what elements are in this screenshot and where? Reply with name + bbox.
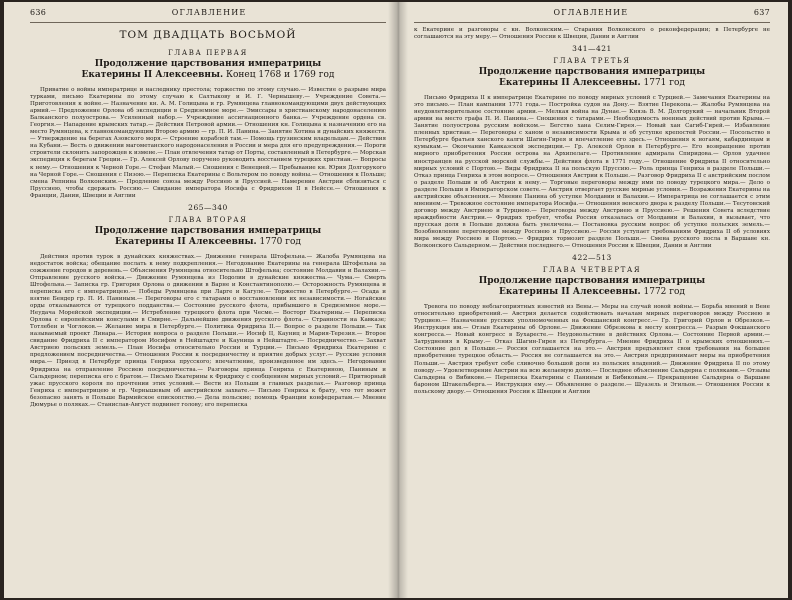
chapter-label: ГЛАВА ВТОРАЯ [168,215,248,224]
chapter-title-line2 [30,70,386,81]
chapter-title [414,67,770,89]
chapter-title-year: 1770 год [256,236,301,247]
chapter-title-bold: Екатерины II Алексеевны. [81,70,224,80]
chapter-title [30,226,386,248]
chapter-title-line2 [414,287,770,298]
chapter-title [30,59,386,81]
chapter-title-bold: Екатерины II Алексеевны. [499,78,641,89]
running-head-title-right: ОГЛАВЛЕНИЕ [553,8,629,17]
chapter-summary: Приватие о войны императрице и наследнику престола; торжество по этому случаю.— Известие о разрыве мира турками, письмо Екатерины по этому случаю к Салтыкову и И. Г. Чернышеву.— Учреждение Совета.— Приготовления к войне.— Назначение кн. А. М. Голицына и гр. Румянцева главнокомандующими двух действующих армий.— Предложение Орлова об экспедиции в Средиземное море.— Эмиссары в христианскому народонаселению Балканского полуострова.— Усиленный набор.— Учреждение ассигнационного банка.— Учреждение ордена св. Георгия.— Нападение крымских татар.— Действия Петровой армии.— Отношения кн. Голицына к назначению его на место Румянцева, к главнокомандующим Второю армию — гр. П. И. Панина.— Занятие Хотина и дунайских княжеств.— Утверждение на берегах Азовского моря.— Строение кораблей там.— Помощь грузинским владельцам.— Действия на Кубани.— Весть о движении магометанского народонаселения в России и мера для его предупреждения.— Пороги строители склонить запорожцев к измене.— План отвлечения татар от Порты, составленный в Петербурге.— Морская экспедиция к берегам Греции.— Гр. Алексей Орлову поручено руководить восстанием турецких христиан.— Вопросы к нему.— Отношения к Черной Горе.— Стефан Малый.— Сношения с Венецией.— Пребывание кн. Юрия Долгорукого на Черной Горе.— Сношения с Пизою.— Переписка Екатерины с Вольтером по поводу войны.— Отношения к Польше; смена Репнина Волконским.— Продление союза между Россиею и Пруссией.— Намерение Австрии сблизиться с Пруссиею, чтобы сдержать Россию.— Свидание императора Иосифа с Фридрихом II в Нейссе.— Отношения к Франции, Дании, Швеции и Англии [30,87,386,199]
chapter-summary: Письмо Фридриха II к императрице Екатерине по поводу мирных условий с Турцией.— Замечания Екатерины на это письмо.— План кампании 1771 года.— Постройка судов на Дону.— Взятие Перекопа.— Жалобы Румянцева на неудовлетворительное состояние армии.— Мелкая война на Дунае.— Князь В. М. Долгорукий — начальник Второй армии на место графа П. И. Панина.— Сношения с татарами.— Необходимость военных действий против Крыма.— Занятие полуострова русским войском.— Бегство хана Селим-Гирея.— Новый хан Сагиб-Гирей.— Избавление пленных христиан.— Переговоры с ханом о независимости Крыма и об уступке крепостей России.— Посольство в Петербурге братьев ханского калги Шагин-Гирея и впечатление его здесь.— Отношения к ногаям, кабардинцам и кумыкам.— Окончание Кавказской экспедиции.— Гр. Алексей Орлов в Петербурге.— Его возвращение против мирного приобретения России острова на Архипелаге.— Противление адмирала Спиридова.— Орлов удачнее иностранцев на русской морской службы.— Действия флота в 1771 году.— Отношение Фридриха II относительно мирных условий с Портою.— Виды Фридриха II на польскую Пруссию.— Роль принца Генриха в разделе Польши.— Отказ принца Генриха в этом вопросе.— Отношения Австрии к Польше.— Разговор Фридриха II с австрийским послом о разделе Польши и об Австрии к нему.— Торговые переговоры между ими по поводу турецкого мира.— Дело о разделе Польши в Императорском совете.— Австрия отвергает русские мирные условия.— Возражения Екатерины на австрийские объяснения.— Мнение Панина об уступке Молдавии и Валахии.— Императрица не соглашается с этим мнением.— Тревожное состояние императора Иосифа.— Отношения венского двора к разделу Польши.— Тесутовский договор между Австриею и Турциею.— Переговоры между Австриею и Пруссиею.— Решения Совета вследствие враждебности Австрии.— Фридрих требует, чтобы Россия отказалась от Молдавии и Валахии, в вызывает, что прусская доля в Польше должна быть увеличена.— Постановка русским вопрос об уступке польских земель.— Возобновление переговоров между Россиею и Пруссиею.— Россия уступает требованиям Фридриха II об условиях мира между Россиею и Портою.— Фридрих тормозит разделе Польши.— Смена русского посла в Варшаве кн. Волконского Сальдерном.— Действия последнего.— Отношения России к Швеции, Дании и Англии [414,95,770,250]
chapter-title-bold: Екатерины II Алексеевны. [115,236,257,247]
running-header-left [30,8,386,23]
right-page [414,8,770,594]
chapter-title-bold: Екатерины II Алексеевны. [499,287,641,298]
page-number-right: 637 [753,8,770,17]
chapter-label: ГЛАВА ПЕРВАЯ [168,49,248,57]
chapter-label: ГЛАВА ТРЕТЬЯ [553,57,631,66]
chapter-block [414,266,770,396]
chapter-summary: Тревога по поводу неблагоприятных известий из Вены.— Меры на случай новой войны.— Борьба мнений в Вене относительно приобретений.— Австрия делается содействовать началам мирных переговоров между Россиею и Турциею.— Назначение русских уполномоченных на Фокшанский конгресс.— Гр. Григорий Орлов и Обрезков.— Инструкция им.— Отзыв Екатерины об Орлове.— Движение Обрезкова к месту конгресса.— Разрыв Фокшанского конгресса.— Новый конгресс в Бухаресте.— Неудовольствие в действиях Орлова.— Состояние Первой армии.— Затруднения в Крыму.— Отказ Шагин-Гирея из Петербурга.— Мнение Фридриха II о крымских отношениях.— Состояние дел в Польше.— Россия соглашается на это.— Австрия предъявляет свои требования на большее приобретение турецкое область.— Россия не соглашается на это.— Австрия предпринимает меры на приобретения Польши.— Австрия требует себе сливочно большой доли из польских владений.— Движение Фридриха II по этому поводу.— Удовлетворение Австрии на всю желаемую долю.— Последнее объяснение Сальдерна с поляками.— Отзывы Сальдерна о Вибикове.— Переписка Екатерины с Паниным и Бибиковым.— Прекращение Сальдерна о Варшаве бароном Штакельберга.— Инструкция ему.— Объявление о разделе.— Шуазель и Эгильон.— Отношения России к польскому двору.— Отношения России к Швеции и Англии [414,304,770,395]
continuation-text: к Екатерине и разговоры с кн. Волконским.— Старания Волконского о реконфедерации; в Петербурге не соглашаются на эту меру.— Отношения России к Швеции, Дании и Англии [414,27,770,41]
page-number-left: 636 [30,8,47,17]
chapter-summary: Действия против турок в дунайских княжествах.— Движение генерала Штофельна.— Жалоба Румянцева на недостаток войска; обещание послать к нему подкрепления.— Негодование Екатерины на генерала Штофельна за сожжение городов и деревень.— Объяснения Румянцева относительно Штофельна; состояние Молдавии и Валахии.— Отправление русского войска.— Движение Румянцева из Подолии в дунайские княжества.— Чума.— Смерть Штофельна.— Записка гр. Григория Орлова о движении в Варне и Константинополю.— Осторожность Румянцева и переписка его с императрицею.— Победы Румянцева при Ларге и Кагуле.— Торжество в Петербурге.— Осада и взятие Бендер гр. П. И. Паниным.— Переговоры его с татарами о восстановлении их независимости.— Ногайские орды отказываются от турецкого подданства.— Состояние русского флота, прибывшего в Средиземное море.— Неудача Морейской экспедиции.— Истребление турецкого флота при Чесме.— Восторг Екатерины.— Переписка Орлова с европейскими консулами в Смирне.— Дальнейшие движения русского флота.— Странности на Кавказе; Тотлебен и Чоглоков.— Желание мира в Петербурге.— Политика Фридриха II.— Вопрос о разделе Польши.— Так называемый проект Линара.— История вопроса о разделе Польши.— Иосиф II, Кауниц и Мария-Терезия.— Второе свидание Фридриха II с императором Иосифом в Нейштадте и Кауница в Нейштадте.— Посредничество.— Захват Австриею польских земель.— План Иосифа относительно России и Турции.— Письмо Фридриха Екатерине с предложением посредничества.— Отношения России к посредничеству и приятие добрых услуг.— Русские условия мира.— Приезд в Петербург принца Генриха прусского; впечатление, произведенное им здесь.— Негодование Фридриха на отправление Россиею посредничества.— Разговоры принца Генриха с Екатериною, Паниным и Сальдерном; переписка его с братом.— Письмо Екатерины к Фридриху с сообщением мирных условий.— Притворный ужас прусского короля по прочтении этих условий.— Вести из Польши в главных разделах.— Разговор принца Генриха с императрицею и гр. Чернышевым об австрийском захвате.— Письмо Генриха к брату, что тот может безопасно занять в Польше Вармийское епископство.— Дела польские; помощь Франции конфедератам.— Мнение Дюмурье о поляках.— Станислав-Август подвинет голову; его переписка [30,253,386,408]
chapter-title-year: 1771 год [640,78,685,89]
chapter-block [414,57,770,262]
page-range: 341—421 [572,44,612,54]
chapter-title-line2 [414,78,770,89]
running-header-right [414,8,770,23]
page-range: 265—340 [188,202,228,212]
chapter-title-line1: Продолжение царствования императрицы [94,225,322,236]
volume-title: ТОМ ДВАДЦАТЬ ВОСЬМОЙ [119,29,297,41]
chapter-block [30,49,386,212]
book-gutter [388,2,408,598]
running-head-title-left: ОГЛАВЛЕНИЕ [171,8,247,17]
chapter-title-line1: Продолжение царствования императрицы [478,67,706,78]
page-range: 422—513 [572,253,612,263]
chapter-title-year: 1772 год [640,287,685,298]
chapter-title-line1: Продолжение царствования императрицы [94,59,322,69]
chapter-label: ГЛАВА ЧЕТВЕРТАЯ [542,266,642,275]
chapter-title [414,276,770,298]
left-page [30,8,386,594]
chapter-title-year: Конец 1768 и 1769 год [223,70,335,80]
chapter-title-line2 [30,237,386,248]
book-spread [4,2,788,598]
chapter-block [30,216,386,409]
chapter-title-line1: Продолжение царствования императрицы [478,276,706,287]
